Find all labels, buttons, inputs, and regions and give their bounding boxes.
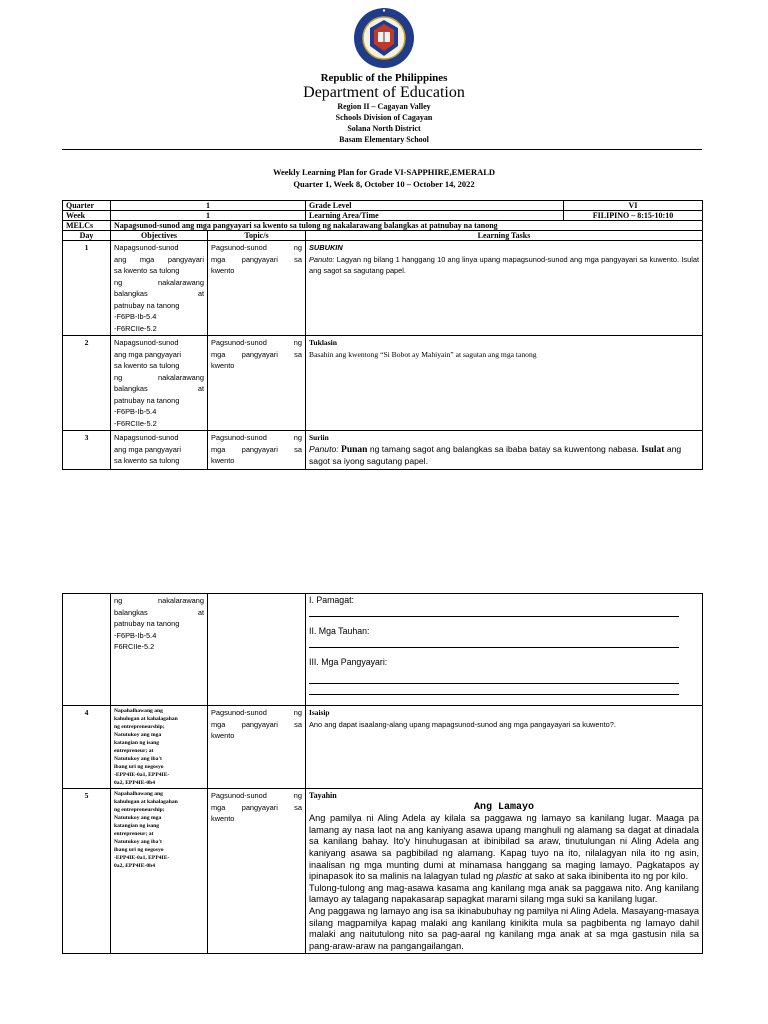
outline-cell — [306, 594, 703, 706]
week-row — [63, 211, 703, 221]
learning-task-cell — [306, 706, 703, 789]
objectives-cell: Napagsunod-sunod ang mga pangyayari sa kwento sa tulong — [111, 431, 208, 470]
col-tasks-header: Learning Tasks — [306, 231, 703, 241]
melcs-label: MELCs — [63, 221, 111, 231]
topic-cell: Pagsunod-sunod ng mga pangyayari sa kwento — [208, 336, 306, 431]
outline-title-label: I. Pamagat: — [309, 595, 354, 605]
header-department: Department of Education — [303, 84, 465, 101]
objectives-cell: Napagsunod-sunod ang mga pangyayari sa kwento sa tulong ng nakalarawang balangkas at patnubay na tanong -F6PB-Ib-5.4 -F6RCIIe-5.2 — [111, 336, 208, 431]
story-paragraph: Ang paggawa ng lamayo ang isa sa ikinabubuhay ng pamilya ni Aling Adela. Masayang-masaya silang magpamilya kapag malaki ang kanilang kinikita mula sa pagbibenta ng lamayo dahil malaki ang naitutulong nito sa pag-aaral ng kanilang mga anak at sa mga gastusin nila sa pang-araw-araw na pangangailangan. — [309, 905, 699, 951]
day-number: 1 — [63, 241, 111, 336]
learning-plan-table — [62, 200, 703, 470]
col-day-header: Day — [63, 231, 111, 241]
day-number: 2 — [63, 336, 111, 431]
story-paragraph: Tulong-tulong ang mag-asawa kasama ang kanilang mga anak sa paggawa nito. Ang kanilang lamayo ay talagang napakasarap sapagkat marami silang mga suki sa kanilang lugar. — [309, 882, 699, 905]
melcs-value: Napagsunod-sunod ang mga pangyayari sa kwento sa tulong ng nakalarawang balangkas at patnubay na tanong — [111, 221, 703, 231]
day-row — [63, 789, 703, 954]
learning-task-cell — [306, 789, 703, 954]
task-label: Isaisip — [309, 708, 330, 717]
day-row — [63, 706, 703, 789]
quarter-label: Quarter — [63, 201, 111, 211]
header-district: Solana North District — [347, 124, 421, 133]
task-label: Suriin — [309, 433, 329, 442]
objectives-cell: Napagsunod-sunod ang mga pangyayari sa kwento sa tulong ng nakalarawang balangkas at patnubay na tanong -F6PB-Ib-5.4 -F6RCIIe-5.2 — [111, 241, 208, 336]
learning-area-label: Learning Area/Time — [306, 211, 564, 221]
header-school: Basam Elementary School — [339, 135, 429, 144]
story-title: Ang Lamayo — [473, 801, 534, 813]
column-header-row — [63, 231, 703, 241]
task-label: SUBUKIN — [309, 243, 343, 252]
col-objectives-header: Objectives — [111, 231, 208, 241]
day-number: 4 — [63, 706, 111, 789]
topic-cell: Pagsunod-sunod ng mga pangyayari sa kwento — [208, 706, 306, 789]
grade-level-label: Grade Level — [306, 201, 564, 211]
day-row — [63, 241, 703, 336]
objectives-cell: Napahalhawang ang kahulugan at kahalagahan ng entrepreneurship; Natutukoy ang mga katangian ng isang entrepreneur; at Natutukoy ang iba't ibang uri ng negosyo -EPP4IE-0a1, EPP4IE- 0a2, EPP4IE-0b4 — [111, 706, 208, 789]
objectives-cell: Napahalhawang ang kahulugan at kahalagahan ng entrepreneurship; Natutukoy ang mga katangian ng isang entrepreneur; at Natutukoy ang iba't ibang uri ng negosyo -EPP4IE-0a1, EPP4IE- 0a2, EPP4IE-0b4 — [111, 789, 208, 954]
col-topic-header: Topic/s — [208, 231, 306, 241]
header-region: Region II – Cagayan Valley — [337, 102, 431, 111]
learning-area-value: FILIPINO – 8:15-10:10 — [564, 211, 703, 221]
melcs-row — [63, 221, 703, 231]
task-label: Tayahin — [309, 791, 337, 800]
topic-cell: Pagsunod-sunod ng mga pangyayari sa kwento — [208, 241, 306, 336]
task-label: Tuklasin — [309, 338, 338, 347]
task-text: Basahin ang kwentong “Si Bobot ay Mahiyain” at sagutan ang mga tanong — [309, 349, 537, 359]
day-row — [63, 336, 703, 431]
day-row — [63, 431, 703, 470]
answer-line — [309, 682, 679, 684]
learning-plan-table-continued — [62, 593, 703, 954]
quarter-row — [63, 201, 703, 211]
answer-line — [309, 646, 679, 648]
answer-line — [309, 693, 679, 695]
outline-events-label: III. Mga Pangyayari: — [309, 657, 388, 667]
outline-characters-label: II. Mga Tauhan: — [309, 626, 370, 636]
task-text: Ano ang dapat isaalang-alang upang mapagsunod-sunod ang mga pangayayari sa kuwento?. — [309, 719, 616, 729]
learning-task-cell: Suriin Panuto: Punan ng tamang sagot ang balangkas sa ibaba batay sa kuwentong nabasa. Isulat ang sagot sa iyong sagutang papel. — [306, 431, 703, 470]
week-value: 1 — [111, 211, 306, 221]
day-number: 5 — [63, 789, 111, 954]
plan-subtitle: Quarter 1, Week 8, October 10 – October 14, 2022 — [293, 179, 475, 189]
objectives-cell: ng nakalarawang balangkas at patnubay na tanong -F6PB-Ib-5.4 F6RCIIe-5.2 — [111, 594, 208, 706]
plan-title: Weekly Learning Plan for Grade VI-SAPPHIRE,EMERALD — [272, 167, 496, 177]
answer-line — [309, 615, 679, 617]
quarter-value: 1 — [111, 201, 306, 211]
topic-cell: Pagsunod-sunod ng mga pangyayari sa kwento — [208, 431, 306, 470]
day-row-continued — [63, 594, 703, 706]
header-division: Schools Division of Cagayan — [335, 113, 433, 122]
deped-seal-logo — [352, 6, 416, 70]
topic-cell: Pagsunod-sunod ng mga pangyayari sa kwento — [208, 789, 306, 954]
header-divider — [62, 149, 702, 150]
day-number: 3 — [63, 431, 111, 470]
learning-task-cell: SUBUKIN Panuto: Lagyan ng bilang 1 hanggang 10 ang linya upang mapagsunod-sunod ang mga pangyayari sa kuwento. Isulat ang sagot sa sagutang papel. — [306, 241, 703, 336]
header-republic: Republic of the Philippines — [320, 72, 448, 84]
grade-level-value: VI — [564, 201, 703, 211]
learning-task-cell — [306, 336, 703, 431]
week-label: Week — [63, 211, 111, 221]
story-paragraph: Ang pamilya ni Aling Adela ay kilala sa paggawa ng lamayo sa kanilang lugar. Maaga pa lamang ay nasa laot na ang kaniyang asawa upang manghuli ng alamang sa dagat at dinadala sa kanilang bahay. Ito'y hinuhugasan at ibinibilad sa araw, tinutulungan ni Aling Adela ang kaniyang asawa sa pagbibilad ng alamang. Kapag tuyo na ito, nilalagyan nila ito ng asin, inaalisan ng mga munting dumi at minamasa hanggang sa maging lamayo. Pagkatapos ay ipinapasok ito sa malinis na lalagyan tulad ng plastic at sako at saka ibinibenta ito ng por kilo. — [309, 813, 699, 882]
